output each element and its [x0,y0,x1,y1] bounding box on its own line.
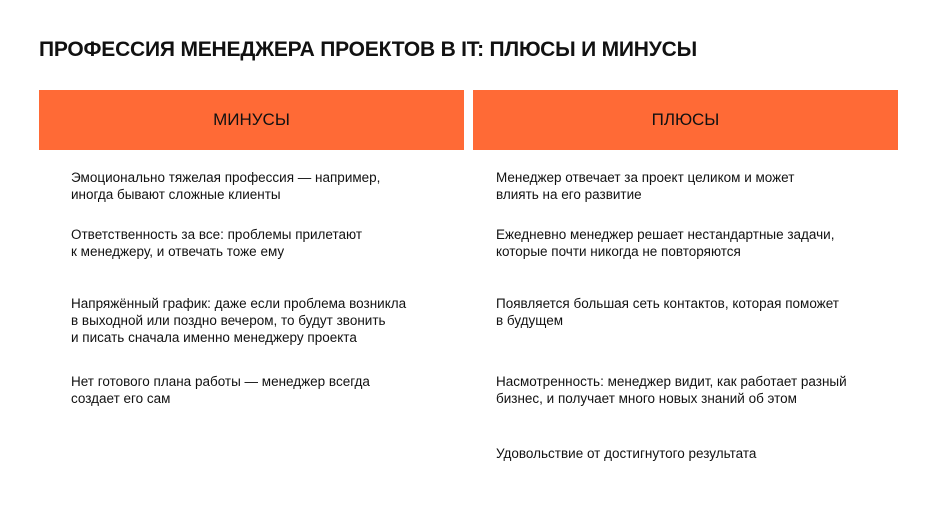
minus-column-header [39,90,464,150]
minus-header-label: МИНУСЫ [213,110,290,129]
page-title: ПРОФЕССИЯ МЕНЕДЖЕРА ПРОЕКТОВ В IT: ПЛЮСЫ И МИНУСЫ [39,38,697,61]
plus-item: Менеджер отвечает за проект целиком и может влиять на его развитие [496,170,795,202]
minus-item: Напряжённый график: даже если проблема возникла в выходной или поздно вечером, то будут звонить и писать сначала именно менеджеру проекта [71,296,407,345]
minus-item: Ответственность за все: проблемы прилетают к менеджеру, и отвечать тоже ему [71,227,363,259]
plus-item: Насмотренность: менеджер видит, как работает разный бизнес, и получает много новых знаний об этом [496,374,847,406]
plus-header-label: ПЛЮСЫ [651,110,720,129]
minus-item: Эмоционально тяжелая профессия — например, иногда бывают сложные клиенты [71,170,381,202]
plus-item: Ежедневно менеджер решает нестандартные задачи, которые почти никогда не повторяются [496,227,835,259]
minus-item: Нет готового плана работы — менеджер всегда создает его сам [71,374,370,406]
plus-item: Удовольствие от достигнутого результата [496,446,757,461]
plus-item: Появляется большая сеть контактов, которая поможет в будущем [496,296,839,328]
plus-column-header [473,90,898,150]
